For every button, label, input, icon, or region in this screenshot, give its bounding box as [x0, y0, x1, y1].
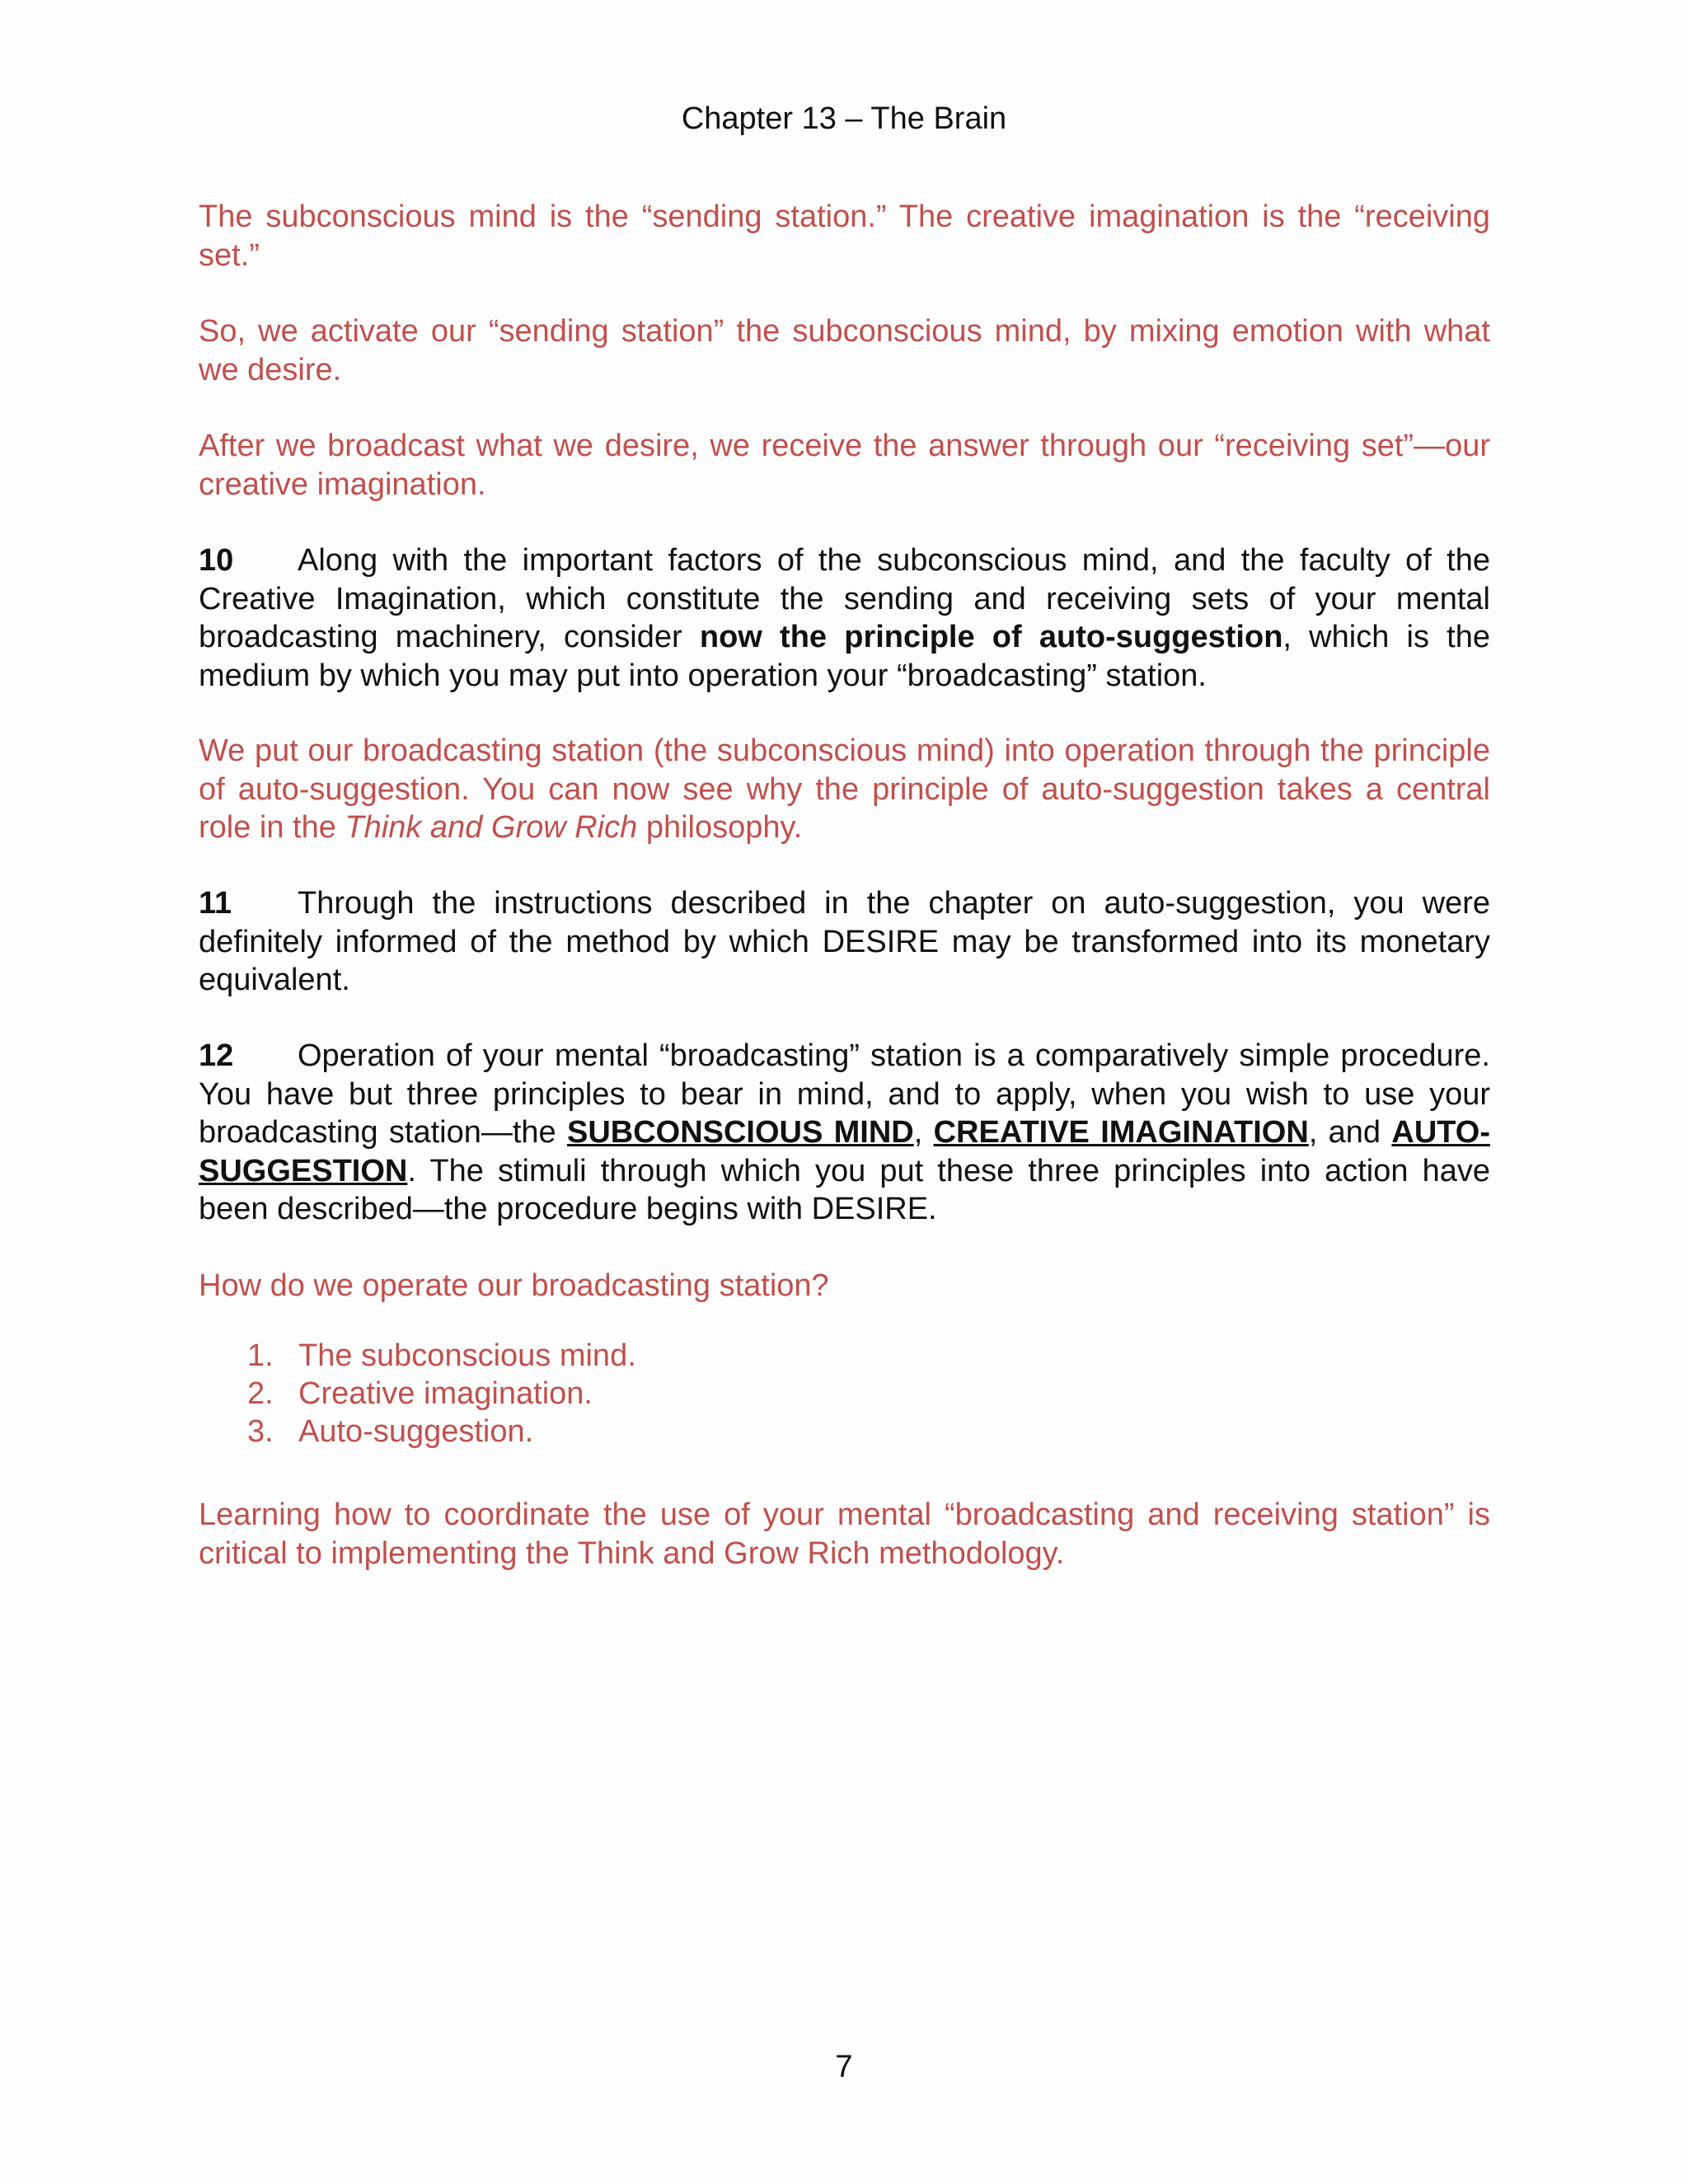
- numbered-list: [247, 1337, 636, 1451]
- numbered-paragraph-11: [199, 884, 1490, 1000]
- paragraph-text: Through the instructions described in the chapter on auto-suggestion, you were definitely informed of the method by which DESIRE may be transformed into its monetary equivalent.: [199, 886, 1490, 997]
- annotation-paragraph-4: [199, 732, 1490, 847]
- paragraph-text: Operation of your mental “broadcasting” station is a comparatively simple procedure. You have but three principles to bear in mind, and to apply, when you wish to use your broadcasting station—the: [199, 1038, 1490, 1150]
- emphasis-subconscious-mind: SUBCONSCIOUS MIND: [566, 1115, 914, 1150]
- list-number: 2.: [247, 1376, 274, 1411]
- paragraph-text: . The stimuli through which you put these three principles into action have been described—the procedure begins with DESIRE.: [199, 1153, 1490, 1226]
- paragraph-number: 12: [199, 1038, 234, 1073]
- italic-title: Think and Grow Rich: [345, 810, 638, 845]
- annotation-question: How do we operate our broadcasting station?: [199, 1268, 829, 1303]
- paragraph-number: 10: [199, 543, 234, 578]
- paragraph-text: , which is the medium by which you may put into operation your “broadcasting” station.: [199, 620, 1491, 693]
- list-item-text: The subconscious mind.: [298, 1338, 636, 1373]
- annotation-paragraph-3: After we broadcast what we desire, we receive the answer through our “receiving set”—our creative imagination.: [199, 429, 1490, 502]
- emphasis-auto-suggestion: AUTO-SUGGESTION: [199, 1115, 1490, 1188]
- list-number: 1.: [247, 1338, 274, 1373]
- paragraph-number: 11: [199, 886, 232, 921]
- paragraph-text: Along with the important factors of the subconscious mind, and the faculty of the Creative Imagination, which constitute the sending and receiving sets of your mental broadcasting machinery, consider: [199, 543, 1490, 654]
- list-number: 3.: [247, 1414, 274, 1449]
- emphasis-creative-imagination: CREATIVE IMAGINATION: [933, 1115, 1309, 1150]
- bold-phrase: now the principle of auto-suggestion: [699, 620, 1283, 654]
- paragraph-text: ,: [913, 1115, 934, 1150]
- list-item-text: Creative imagination.: [298, 1376, 593, 1411]
- paragraph-text: , and: [1308, 1115, 1392, 1150]
- annotation-paragraph-5: Learning how to coordinate the use of your mental “broadcasting and receiving station” is critical to implementing the Think and Grow Rich methodology.: [199, 1497, 1490, 1571]
- numbered-paragraph-10: [199, 541, 1490, 695]
- numbered-paragraph-12: [199, 1037, 1490, 1229]
- chapter-header: Chapter 13 – The Brain: [681, 101, 1007, 136]
- list-item: [247, 1413, 636, 1451]
- list-item: [247, 1337, 636, 1375]
- page-number: 7: [835, 2050, 853, 2084]
- paragraph-text: We put our broadcasting station (the subconscious mind) into operation through the principle of auto-suggestion. You can now see why the principle of auto-suggestion takes a central role in the: [199, 733, 1490, 845]
- list-item: [247, 1375, 636, 1413]
- paragraph-text: philosophy.: [637, 810, 803, 845]
- annotation-paragraph-2: So, we activate our “sending station” the subconscious mind, by mixing emotion with what we desire.: [199, 314, 1490, 387]
- annotation-paragraph-1: The subconscious mind is the “sending station.” The creative imagination is the “receiving set.”: [199, 199, 1490, 273]
- list-item-text: Auto-suggestion.: [298, 1414, 534, 1449]
